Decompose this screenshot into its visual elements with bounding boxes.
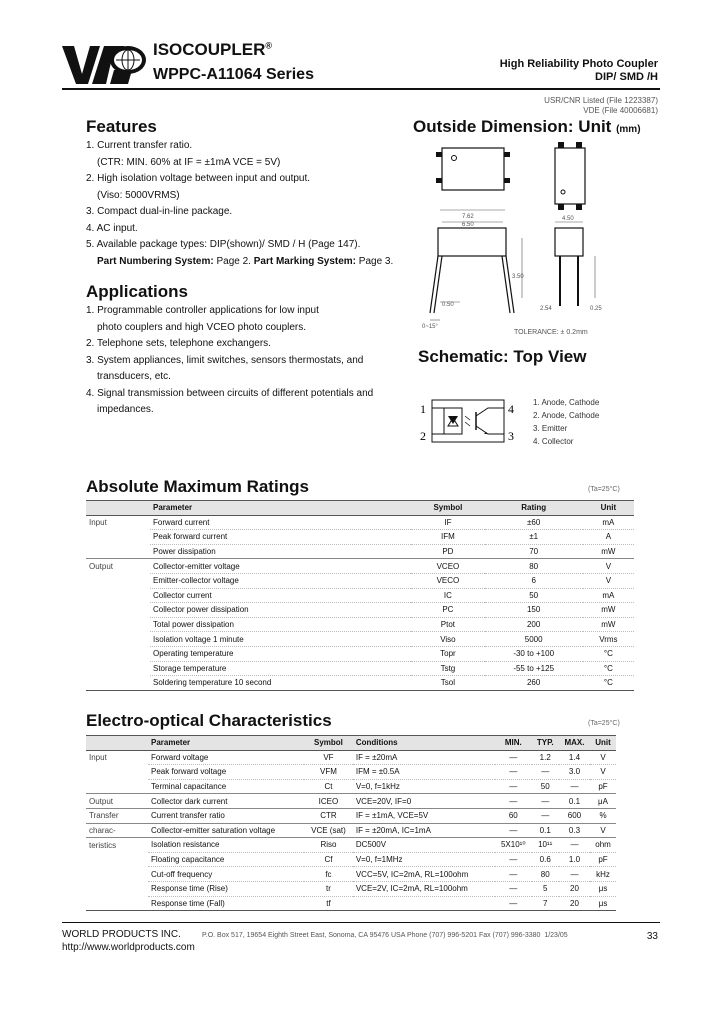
- table-cell: PD: [411, 544, 484, 559]
- table-row: [86, 676, 634, 691]
- table-cell: 5: [532, 881, 559, 896]
- schematic-diagram: [418, 394, 520, 448]
- table-cell: Vrms: [583, 632, 634, 647]
- table-cell: [86, 779, 148, 794]
- table-cell: V: [583, 573, 634, 588]
- table-row: [86, 559, 634, 574]
- table-cell: 0.3: [559, 823, 590, 838]
- table-cell: 1.4: [559, 750, 590, 765]
- table-cell: —: [495, 765, 532, 780]
- table-cell: 3.0: [559, 765, 590, 780]
- table-cell: mW: [583, 603, 634, 618]
- header-subtitle: High Reliability Photo Coupler: [499, 58, 658, 70]
- table-cell: —: [495, 852, 532, 867]
- table-cell: [86, 573, 150, 588]
- list-item: (CTR: MIN. 60% at IF = ±1mA VCE = 5V): [97, 156, 281, 168]
- footer-website-link[interactable]: http://www.worldproducts.com: [62, 942, 195, 953]
- table-cell: VCE=2V, IC=2mA, RL=100ohm: [353, 881, 495, 896]
- table-cell: Current transfer ratio: [148, 808, 304, 823]
- table-cell: Floating capacitance: [148, 852, 304, 867]
- table-cell: teristics: [86, 838, 148, 853]
- table-cell: Output: [86, 794, 148, 809]
- table-cell: 50: [532, 779, 559, 794]
- world-products-logo: [62, 44, 148, 86]
- table-cell: VCEO: [411, 559, 484, 574]
- table-cell: °C: [583, 676, 634, 691]
- table-cell: 150: [485, 603, 583, 618]
- table-cell: Operating temperature: [150, 646, 411, 661]
- table-cell: 1.0: [559, 852, 590, 867]
- table-cell: —: [559, 867, 590, 882]
- table-cell: ICEO: [304, 794, 353, 809]
- table-cell: V=0, f=1MHz: [353, 852, 495, 867]
- table-cell: Viso: [411, 632, 484, 647]
- dim-lead: 0.50: [442, 302, 454, 308]
- table-row: [86, 632, 634, 647]
- table-row: [86, 661, 634, 676]
- table-cell: [86, 765, 148, 780]
- table-cell: 80: [532, 867, 559, 882]
- header-package-types: DIP/ SMD /H: [595, 71, 658, 83]
- dim-right: 0.25: [590, 306, 602, 312]
- cert-vde: VDE (File 40006681): [583, 106, 658, 115]
- table-cell: —: [495, 779, 532, 794]
- table-cell: Collector current: [150, 588, 411, 603]
- table-cell: Collector dark current: [148, 794, 304, 809]
- table-cell: PC: [411, 603, 484, 618]
- table-header: Conditions: [353, 736, 495, 751]
- table-cell: IF: [411, 515, 484, 530]
- table-cell: 0.1: [559, 794, 590, 809]
- table-cell: Forward voltage: [148, 750, 304, 765]
- table-cell: μs: [590, 881, 616, 896]
- table-cell: Response time (Rise): [148, 881, 304, 896]
- table-cell: 7: [532, 896, 559, 911]
- table-cell: Riso: [304, 838, 353, 853]
- table-cell: —: [495, 750, 532, 765]
- table-cell: [86, 646, 150, 661]
- table-cell: V: [590, 750, 616, 765]
- footer-address: P.O. Box 517, 19654 Eighth Street East, Sonoma, CA 95476 USA Phone (707) 996-5201 Fax (707) 996-3380 1/23/05: [202, 932, 568, 939]
- table-row: [86, 617, 634, 632]
- list-item: 3. System appliances, limit switches, sensors thermostats, and: [86, 354, 364, 366]
- table-row: [86, 750, 616, 765]
- table-cell: Output: [86, 559, 150, 574]
- table-cell: Tstg: [411, 661, 484, 676]
- table-row: [86, 838, 616, 853]
- table-row: [86, 808, 616, 823]
- table-row: [86, 881, 616, 896]
- table-cell: —: [495, 794, 532, 809]
- table-cell: Cf: [304, 852, 353, 867]
- table-cell: [353, 896, 495, 911]
- table-cell: —: [495, 867, 532, 882]
- schematic-heading: Schematic: Top View: [418, 347, 587, 366]
- table-cell: 80: [485, 559, 583, 574]
- table-cell: —: [559, 779, 590, 794]
- table-header: Parameter: [150, 501, 411, 516]
- table-cell: μA: [590, 794, 616, 809]
- table-row: [86, 867, 616, 882]
- table-cell: —: [559, 838, 590, 853]
- table-cell: Emitter-collector voltage: [150, 573, 411, 588]
- table-cell: 50: [485, 588, 583, 603]
- table-cell: Cut-off frequency: [148, 867, 304, 882]
- table-header: Unit: [590, 736, 616, 751]
- table-cell: DC500V: [353, 838, 495, 853]
- dim-side: 4.50: [562, 216, 574, 222]
- list-item: 3. Compact dual-in-line package.: [86, 206, 233, 217]
- footer-rule: [62, 922, 660, 923]
- table-cell: IFM: [411, 530, 484, 545]
- table-cell: Ct: [304, 779, 353, 794]
- table-cell: Collector-emitter voltage: [150, 559, 411, 574]
- table-header: Parameter: [148, 736, 304, 751]
- table-cell: tf: [304, 896, 353, 911]
- table-row: [86, 515, 634, 530]
- table-header: Symbol: [411, 501, 484, 516]
- list-item: (Viso: 5000VRMS): [97, 189, 180, 201]
- table-cell: —: [495, 881, 532, 896]
- list-item: 1. Current transfer ratio.: [86, 140, 193, 151]
- table-cell: Soldering temperature 10 second: [150, 676, 411, 691]
- brand-title: ISOCOUPLER®: [153, 40, 273, 59]
- table-cell: Peak forward voltage: [148, 765, 304, 780]
- table-cell: %: [590, 808, 616, 823]
- table-cell: ±1: [485, 530, 583, 545]
- table-cell: —: [532, 808, 559, 823]
- list-item: 1. Programmable controller applications for low input: [86, 305, 319, 316]
- dim-body: 6.50: [462, 222, 474, 228]
- table-cell: —: [495, 823, 532, 838]
- list-item: transducers, etc.: [97, 371, 171, 382]
- features-list: [86, 138, 393, 270]
- table-cell: [86, 661, 150, 676]
- table-cell: A: [583, 530, 634, 545]
- table-cell: IF = ±1mA, VCE=5V: [353, 808, 495, 823]
- table-cell: IF = ±20mA: [353, 750, 495, 765]
- table-cell: Collector-emitter saturation voltage: [148, 823, 304, 838]
- table-cell: mA: [583, 588, 634, 603]
- applications-heading: Applications: [86, 282, 189, 301]
- list-item: 5. Available package types: DIP(shown)/ SMD / H (Page 147).: [86, 239, 361, 250]
- table-row: [86, 573, 634, 588]
- table-row: [86, 530, 634, 545]
- table-cell: kHz: [590, 867, 616, 882]
- table-cell: [86, 852, 148, 867]
- table-cell: pF: [590, 852, 616, 867]
- table-cell: Response time (Fall): [148, 896, 304, 911]
- electro-note: (Ta=25°C): [588, 720, 620, 727]
- table-cell: [86, 530, 150, 545]
- table-cell: IF = ±20mA, IC=1mA: [353, 823, 495, 838]
- table-cell: 1.2: [532, 750, 559, 765]
- table-row: [86, 794, 616, 809]
- dim-angle: 0~15°: [422, 324, 438, 330]
- schematic-pin-list: [533, 396, 599, 448]
- table-cell: 0.6: [532, 852, 559, 867]
- pin-3-label: 3: [508, 429, 514, 443]
- table-cell: Storage temperature: [150, 661, 411, 676]
- tolerance-note: TOLERANCE: ± 0.2mm: [514, 329, 588, 336]
- table-cell: [86, 603, 150, 618]
- table-cell: charac-: [86, 823, 148, 838]
- table-cell: V: [590, 823, 616, 838]
- table-row: [86, 852, 616, 867]
- pin-2-label: 2: [420, 429, 426, 443]
- table-cell: —: [495, 896, 532, 911]
- table-cell: Input: [89, 518, 107, 528]
- abs-max-table: [86, 500, 634, 691]
- table-cell: V: [583, 559, 634, 574]
- pin-4-label: 4: [508, 402, 514, 416]
- table-header: [86, 736, 148, 751]
- list-item: 4. AC input.: [86, 222, 138, 234]
- table-cell: V: [590, 765, 616, 780]
- table-cell: -55 to +125: [485, 661, 583, 676]
- table-cell: —: [532, 794, 559, 809]
- table-row: [86, 896, 616, 911]
- table-cell: VF: [304, 750, 353, 765]
- table-header: MIN.: [495, 736, 532, 751]
- table-cell: Tsol: [411, 676, 484, 691]
- outside-dimension-heading: Outside Dimension: Unit (mm): [413, 117, 641, 136]
- table-row: [86, 588, 634, 603]
- table-cell: [86, 617, 150, 632]
- table-cell: -30 to +100: [485, 646, 583, 661]
- table-cell: [86, 867, 148, 882]
- table-cell: mW: [583, 544, 634, 559]
- table-cell: Peak forward current: [150, 530, 411, 545]
- table-cell: VECO: [411, 573, 484, 588]
- table-cell: Total power dissipation: [150, 617, 411, 632]
- dim-pitch: 2.54: [540, 306, 552, 312]
- list-item: 2. Anode, Cathode: [533, 411, 600, 420]
- table-cell: 5X10¹⁰: [495, 838, 532, 853]
- table-cell: Transfer: [86, 808, 148, 823]
- list-item: 4. Collector: [533, 437, 574, 446]
- part-system-line: Part Numbering System: Page 2. Part Marking System: Page 3.: [97, 255, 394, 267]
- header-rule: [62, 88, 660, 90]
- electro-heading: Electro-optical Characteristics: [86, 711, 332, 730]
- page-number: 33: [646, 931, 658, 942]
- table-cell: [86, 881, 148, 896]
- abs-max-heading: Absolute Maximum Ratings: [86, 477, 309, 496]
- table-cell: ohm: [590, 838, 616, 853]
- dim-height: 3.50: [512, 274, 524, 280]
- table-cell: VCC=5V, IC=2mA, RL=100ohm: [353, 867, 495, 882]
- table-cell: CTR: [304, 808, 353, 823]
- series-title: WPPC-A11064 Series: [153, 66, 314, 83]
- features-heading: Features: [86, 117, 157, 136]
- table-cell: IC: [411, 588, 484, 603]
- table-cell: 70: [485, 544, 583, 559]
- list-item: 2. Telephone sets, telephone exchangers.: [86, 338, 271, 349]
- table-cell: 20: [559, 881, 590, 896]
- table-row: [86, 646, 634, 661]
- list-item: impedances.: [97, 404, 154, 415]
- table-cell: [86, 632, 150, 647]
- table-cell: Ptot: [411, 617, 484, 632]
- table-cell: [86, 676, 150, 691]
- table-cell: 0.1: [532, 823, 559, 838]
- list-item: 2. High isolation voltage between input and output.: [86, 173, 311, 184]
- table-cell: Power dissipation: [150, 544, 411, 559]
- table-row: [86, 765, 616, 780]
- table-cell: mA: [583, 515, 634, 530]
- table-row: [86, 544, 634, 559]
- table-row: [86, 823, 616, 838]
- table-cell: ±60: [485, 515, 583, 530]
- table-header: Symbol: [304, 736, 353, 751]
- list-item: 1. Anode, Cathode: [533, 398, 600, 407]
- table-row: [86, 779, 616, 794]
- table-cell: Terminal capacitance: [148, 779, 304, 794]
- table-cell: μs: [590, 896, 616, 911]
- table-cell: 10¹¹: [532, 838, 559, 853]
- table-cell: pF: [590, 779, 616, 794]
- electro-table: [86, 735, 616, 911]
- applications-list: [86, 303, 373, 419]
- table-cell: °C: [583, 646, 634, 661]
- table-cell: 600: [559, 808, 590, 823]
- table-cell: Forward current: [150, 515, 411, 530]
- table-cell: [86, 588, 150, 603]
- table-cell: Collector power dissipation: [150, 603, 411, 618]
- pin-1-label: 1: [420, 402, 426, 416]
- table-cell: 5000: [485, 632, 583, 647]
- list-item: 3. Emitter: [533, 424, 568, 433]
- cert-ul: USR/CNR Listed (File 1223387): [544, 96, 658, 105]
- table-cell: V=0, f=1kHz: [353, 779, 495, 794]
- table-cell: 6: [485, 573, 583, 588]
- abs-max-note: (Ta=25°C): [588, 486, 620, 493]
- list-item: photo couplers and high VCEO photo couplers.: [97, 321, 307, 333]
- table-cell: [86, 544, 150, 559]
- table-header: Unit: [583, 501, 634, 516]
- table-row: [86, 603, 634, 618]
- table-cell: VFM: [304, 765, 353, 780]
- table-cell: VCE=20V, IF=0: [353, 794, 495, 809]
- table-cell: 260: [485, 676, 583, 691]
- table-cell: Isolation voltage 1 minute: [150, 632, 411, 647]
- table-cell: °C: [583, 661, 634, 676]
- table-header: MAX.: [559, 736, 590, 751]
- table-cell: Topr: [411, 646, 484, 661]
- dim-top: 7.62: [462, 214, 474, 220]
- table-header: [86, 501, 150, 516]
- table-cell: mW: [583, 617, 634, 632]
- table-cell: [86, 896, 148, 911]
- table-header: TYP.: [532, 736, 559, 751]
- table-cell: 200: [485, 617, 583, 632]
- table-cell: 20: [559, 896, 590, 911]
- table-cell: IFM = ±0.5A: [353, 765, 495, 780]
- list-item: 4. Signal transmission between circuits of different potentials and: [86, 387, 374, 399]
- table-cell: Isolation resistance: [148, 838, 304, 853]
- table-cell: Input: [89, 753, 107, 763]
- table-cell: fc: [304, 867, 353, 882]
- table-cell: —: [532, 765, 559, 780]
- table-cell: 60: [495, 808, 532, 823]
- outside-dimension-drawing: [410, 138, 650, 338]
- table-cell: VCE (sat): [304, 823, 353, 838]
- footer-company: WORLD PRODUCTS INC.: [62, 929, 181, 940]
- table-header: Rating: [485, 501, 583, 516]
- table-cell: tr: [304, 881, 353, 896]
